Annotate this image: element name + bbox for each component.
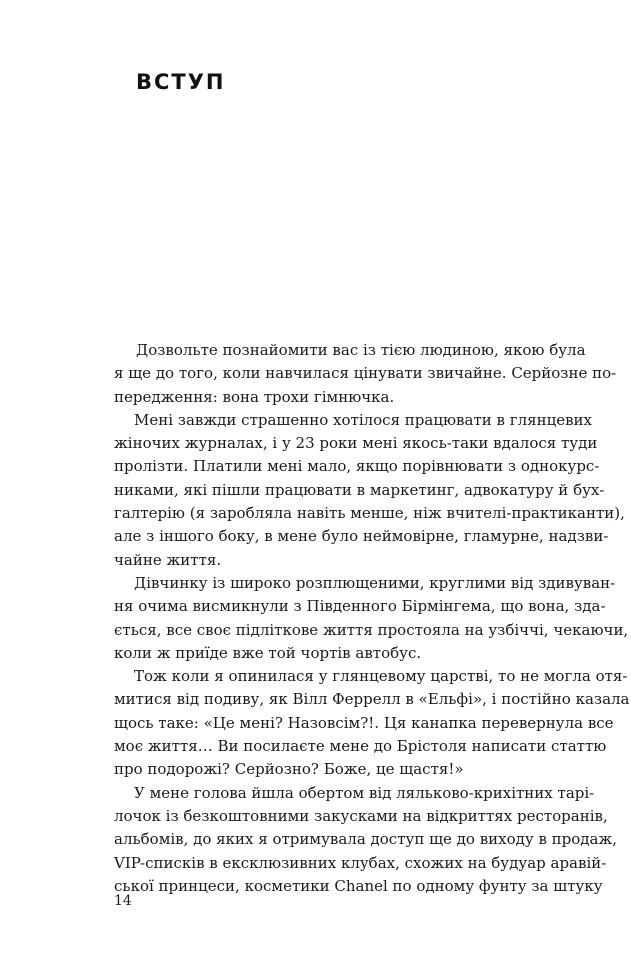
text-line: я ще до того, коли навчилася цінувати звичайне. Серйозне по- <box>114 364 617 383</box>
text-line: Мені завжди страшенно хотілося працювати в глянцевих <box>134 410 592 429</box>
page-number: 14 <box>114 893 132 909</box>
text-line: коли ж приїде вже той чортів автобус. <box>114 643 422 662</box>
text-line: моє життя… Ви посилаєте мене до Брістоля написати статтю <box>114 737 607 756</box>
text-line: галтерію (я заробляла навіть менше, ніж вчителі-практиканти), <box>114 504 625 523</box>
text-line: чайне життя. <box>114 550 222 569</box>
text-line: ється, все своє підліткове життя простояла на узбіччі, чекаючи, <box>114 620 629 639</box>
text-line: Дівчинку із широко розплющеними, круглими від здивуван- <box>134 573 616 592</box>
text-line: альбомів, до яких я отримувала доступ ще до виходу в продаж, <box>114 830 618 849</box>
text-line: щось таке: «Це мені? Назовсім?!. Ця канапка перевернула все <box>114 713 614 732</box>
text-line: митися від подиву, як Вілл Феррелл в «Ельфі», і постійно казала <box>114 690 630 709</box>
text-line: Тож коли я опинилася у глянцевому царстві, то не могла отя- <box>134 667 628 686</box>
text-line: ської принцеси, косметики Chanel по одному фунту за штуку <box>114 876 603 895</box>
text-line: пролізти. Платили мені мало, якщо порівнювати з однокурс- <box>114 457 600 476</box>
body-text <box>114 339 630 898</box>
text-line: Дозвольте познайомити вас із тією людиною, якою була <box>136 341 586 359</box>
text-line: VIP-списків в ексклюзивних клубах, схожих на будуар аравій- <box>114 853 607 872</box>
text-line: лочок із безкоштовними закусками на відкриттях ресторанів, <box>114 806 608 825</box>
text-line: У мене голова йшла обертом від ляльково-крихітних тарі- <box>134 783 595 802</box>
text-line: ня очима висмикнули з Південного Бірмінгема, що вона, зда- <box>114 597 606 616</box>
text-line: жіночих журналах, і у 23 роки мені якось-таки вдалося туди <box>114 434 598 453</box>
chapter-title: ВСТУП <box>136 70 226 94</box>
text-line: никами, які пішли працювати в маркетинг, адвокатуру й бух- <box>114 480 605 499</box>
text-line: але з іншого боку, в мене було неймовірне, гламурне, надзви- <box>114 527 609 546</box>
text-line: про подорожі? Серйозно? Боже, це щастя!» <box>114 760 464 779</box>
text-line: передження: вона трохи гімнючка. <box>114 387 395 406</box>
